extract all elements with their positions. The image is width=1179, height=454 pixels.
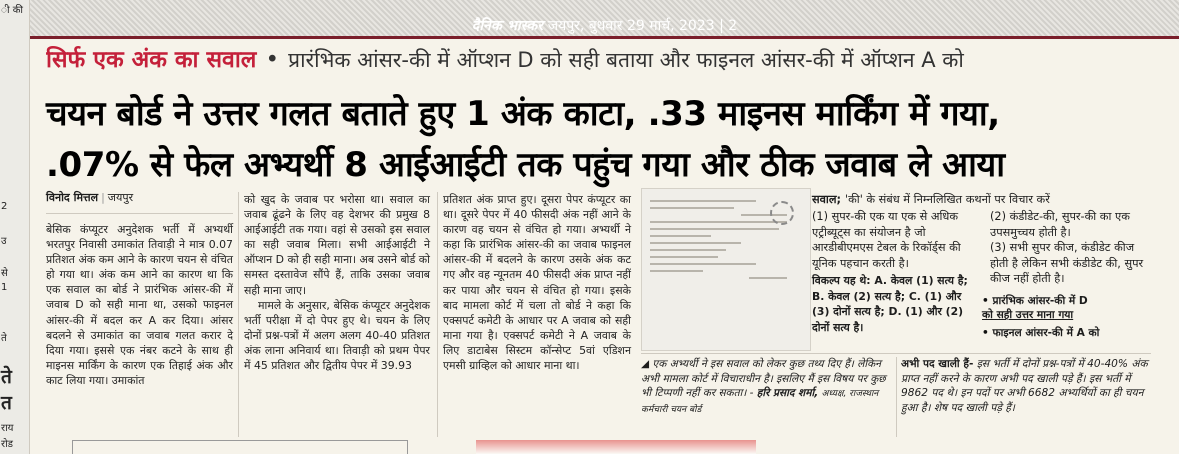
answer-options: विकल्प यह थे: A. केवल (1) सत्य है; B. केवल (2) सत्य है; C. (1) और (3) दोनों सत्य है; D. (1) और (2) दोनों सत्य है। xyxy=(812,274,968,334)
official-quote: ◢ एक अभ्यर्थी ने इस सवाल को लेकर कुछ तथ्य दिए हैं। लेकिन अभी मामला कोर्ट में विचाराधीन है। इसलिए मैं इस विषय पर कुछ भी टिप्पणी नहीं कर सकता। - हरि प्रसाद शर्मा, अध्यक्ष, राजस्थान कर्मचारी चयन बोर्ड xyxy=(641,358,886,415)
byline-divider xyxy=(46,213,233,214)
kicker-label: सिर्फ एक अंक का सवाल xyxy=(46,47,257,73)
section-divider xyxy=(641,353,1151,354)
headline-line-1: चयन बोर्ड ने उत्तर गलत बताते हुए 1 अंक काटा, .33 माइनस मार्किंग में गया, xyxy=(46,94,1000,134)
masthead-info: जयपुर, बुधवार 29 मार्च, 2023 xyxy=(547,18,715,34)
margin-fragment: ी की xyxy=(1,5,23,16)
masthead-bar xyxy=(30,0,1179,36)
headline-line-2: .07% से फेल अभ्यर्थी 8 आईआईटी तक पहुंच गया और ठीक जवाब ले आया xyxy=(46,145,1005,185)
vacancy-title: अभी पद खाली हैं- xyxy=(901,358,974,370)
margin-fragment: ते xyxy=(1,366,12,388)
question-title: सवाल; xyxy=(812,193,842,206)
prelim-answer-sub: को सही उत्तर माना गया xyxy=(982,309,1074,321)
vacancy-note xyxy=(901,357,1155,415)
margin-fragment: ते xyxy=(1,333,7,344)
prelim-answer-label: प्रारंभिक आंसर-की में D xyxy=(992,295,1088,307)
margin-fragment: रोड xyxy=(1,439,14,450)
next-article-strip xyxy=(30,440,1179,454)
byline-place: जयपुर xyxy=(107,191,134,204)
body-column-1 xyxy=(46,222,233,388)
byline: विनोद मित्तल | जयपुर xyxy=(46,191,134,204)
emblem-seal-icon xyxy=(770,201,794,225)
margin-fragment: से xyxy=(1,268,8,279)
column-divider xyxy=(896,357,897,437)
question-right-column xyxy=(990,209,1150,287)
masthead-rule xyxy=(30,36,1179,39)
body-paragraph: बेसिक कंप्यूटर अनुदेशक भर्ती में अभ्यर्थी भरतपुर निवासी उमाकांत तिवाड़ी ने मात्र 0.07 प्रतिशत अंक कम आने के कारण चयन से वंचित हो गया था। अंक कम आने का कारण था कि एक सवाल का बोर्ड ने प्रारंभिक आंसर-की में जवाब D को सही माना था, उसको फाइनल आंसर-की में बदल कर A कर दिया। आंसर बदलने से उमाकांत का जवाब गलत करार दे दिया गया। इससे एक नंबर कटने के साथ ही माइनस मार्किंग के कारण एक तिहाई अंक और काट लिया गया। उमाकांत xyxy=(46,223,233,387)
masthead-page: 2 xyxy=(728,18,738,34)
byline-name: विनोद मित्तल xyxy=(46,191,99,204)
final-answer-label: फाइनल आंसर-की में A को xyxy=(992,327,1100,339)
kicker-row xyxy=(46,42,1174,74)
kicker-subtitle: प्रारंभिक आंसर-की में ऑप्शन D को सही बताया और फाइनल आंसर-की में ऑप्शन A को xyxy=(288,48,964,72)
kicker-bullet: • xyxy=(265,47,280,73)
body-column-3 xyxy=(443,192,631,373)
column-divider xyxy=(437,192,438,437)
statement-1: (1) सुपर-की एक या एक से अधिक एट्रीब्यूट्स का संयोजन है जो आरडीबीएमएस टेबल के रिकॉर्ड्स की यूनिक पहचान करती है। xyxy=(812,210,961,270)
left-margin-column xyxy=(0,0,30,454)
body-paragraph: मामले के अनुसार, बेसिक कंप्यूटर अनुदेशक भर्ती परीक्षा में दो पेपर हुए थे। चयन के लिए दोनों प्रश्न-पत्रों में अलग अलग 40-40 प्रतिशत अंक लाना अनिवार्य था। तिवाड़ी को प्रथम पेपर में 45 प्रतिशत और द्वितीय पेपर में 39.93 xyxy=(244,298,430,373)
next-article-box xyxy=(72,440,408,454)
vacancy-text: इस भर्ती में दोनों प्रश्न-पत्रों में 40-40% अंक प्राप्त नहीं करने के कारण अभी पद खाली पड़े हैं। इस भर्ती में 9862 पद थे। इन पदों पर अभी 6682 अभ्यर्थियों का ही चयन हुआ है। शेष पद खाली पड़े हैं। xyxy=(901,358,1148,414)
column-divider xyxy=(238,192,239,437)
margin-fragment: उ xyxy=(1,236,7,247)
statement-3: (3) सभी सुपर कीज, कंडीडेट कीज होती है लेकिन सभी कंडीडेट की, सुपर कीज नहीं होती है। xyxy=(990,241,1144,285)
body-paragraph: प्रतिशत अंक प्राप्त हुए। दूसरा पेपर कंप्यूटर का था। दूसरे पेपर में 40 फीसदी अंक नहीं आने के कारण वह चयन से वंचित हो गया। अभ्यर्थी ने कहा कि प्रारंभिक आंसर-की का जवाब फाइनल आंसर-की में बदलने के कारण उसके अंक कट गए और वह न्यूनतम 40 फीसदी अंक प्राप्त नहीं कर पाया और चयन से वंचित हो गया। इसके बाद मामला कोर्ट में चला तो बोर्ड ने कहा कि एक्सपर्ट कमेटी के आधार पर A जवाब को सही माना गया है। एक्सपर्ट कमेटी ने A जवाब के लिए डाटाबेस सिस्टम कॉन्सेप्ट 5वां एडिशन एमसी ग्राव्हिल को आधार माना था। xyxy=(443,193,631,373)
quote-text: एक अभ्यर्थी ने इस सवाल को लेकर कुछ तथ्य दिए हैं। लेकिन अभी मामला कोर्ट में विचाराधीन है। इसलिए मैं इस विषय पर कुछ भी टिप्पणी नहीं कर सकता। - xyxy=(641,358,886,400)
letter-scan-image xyxy=(641,188,811,351)
margin-fragment: 1 xyxy=(1,282,8,293)
next-article-red-heading xyxy=(476,440,756,454)
body-column-2 xyxy=(244,192,430,373)
question-left-column xyxy=(812,209,980,335)
masthead: दैनिक भास्कर जयपुर, बुधवार 29 मार्च, 2023 | 2 xyxy=(471,18,738,34)
margin-fragment: राय xyxy=(1,423,14,434)
quote-author: हरि प्रसाद शर्मा, xyxy=(756,387,819,400)
margin-fragment: त xyxy=(1,392,12,414)
body-paragraph: को खुद के जवाब पर भरोसा था। सवाल का जवाब ढूंढने के लिए वह देशभर की प्रमुख 8 आईआईटी तक गया। वहां से उसको इस सवाल का सही जवाब मिला। सभी आईआईटी ने ऑप्शन D को ही सही माना। अब उसने बोर्ड को समस्त दस्तावेज सौंपे हैं, ताकि उसका जवाब सही माना जाए। xyxy=(244,193,430,297)
question-intro: 'की' के संबंध में निम्नलिखित कथनों पर विचार करें xyxy=(845,193,1050,206)
masthead-brand: दैनिक भास्कर xyxy=(471,18,544,34)
final-answer-note: • फाइनल आंसर-की में A को xyxy=(982,327,1100,339)
margin-fragment: 2 xyxy=(1,201,8,212)
statement-2: (2) कंडीडेट-की, सुपर-की का एक उपसमुच्चय होती है। xyxy=(990,210,1130,239)
quote-role: अध्यक्ष, राजस्थान कर्मचारी चयन बोर्ड xyxy=(641,389,879,415)
prelim-answer-note: • प्रारंभिक आंसर-की में D को सही उत्तर माना गया xyxy=(982,295,1088,321)
